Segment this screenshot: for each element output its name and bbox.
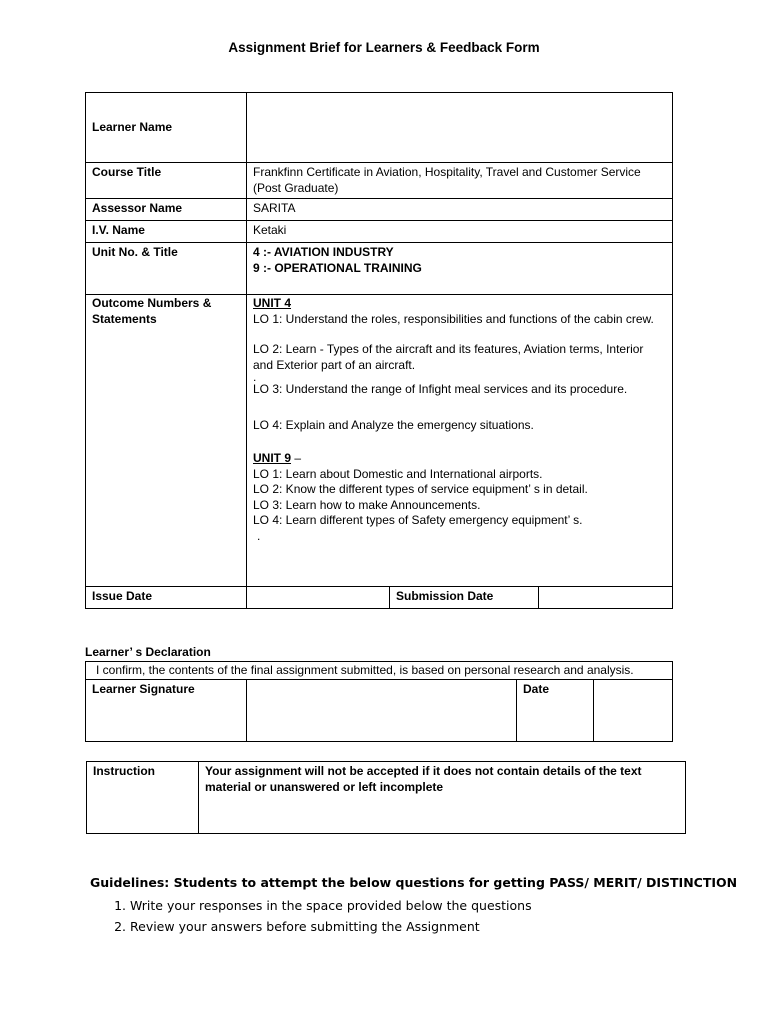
learner-name-label: Learner Name	[86, 93, 247, 163]
issue-date-label: Issue Date	[86, 587, 247, 609]
guidelines-section	[90, 875, 737, 940]
unit4-lo3: LO 3: Understand the range of Infight meal services and its procedure.	[253, 382, 628, 396]
assessor-name-value: SARITA	[247, 199, 673, 221]
unit9-suffix: –	[291, 451, 302, 465]
unit9-lo1: LO 1: Learn about Domestic and International airports.	[253, 466, 543, 481]
declaration-date-label: Date	[517, 680, 594, 742]
unit9-dot: .	[257, 528, 261, 543]
learner-signature-field[interactable]	[247, 680, 517, 742]
unit4-heading: UNIT 4	[253, 296, 292, 310]
instruction-table	[86, 761, 686, 834]
issue-date-value[interactable]	[247, 587, 390, 609]
guideline-item: 2. Review your answers before submitting the Assignment	[130, 919, 737, 934]
unit-titles	[247, 243, 673, 295]
iv-name-label: I.V. Name	[86, 221, 247, 243]
unit4-dot: .	[253, 370, 257, 384]
declaration-table	[85, 661, 673, 742]
assignment-brief-table	[85, 92, 673, 609]
declaration-date-field[interactable]	[594, 680, 673, 742]
unit9-lo3: LO 3: Learn how to make Announcements.	[253, 497, 481, 512]
course-title-value: Frankfinn Certificate in Aviation, Hospitality, Travel and Customer Service (Post Graduate)	[247, 163, 673, 199]
unit-line-4: 4 :- AVIATION INDUSTRY	[253, 245, 394, 259]
unit9-heading-line	[253, 451, 666, 467]
document-title: Assignment Brief for Learners & Feedback Form	[228, 40, 540, 55]
unit9-lo2: LO 2: Know the different types of service equipment’ s in detail.	[253, 482, 588, 496]
declaration-statement: I confirm, the contents of the final assignment submitted, is based on personal research and analysis.	[86, 662, 673, 680]
submission-date-label: Submission Date	[390, 587, 539, 609]
learner-signature-label: Learner Signature	[86, 680, 247, 742]
unit4-lo4: LO 4: Explain and Analyze the emergency situations.	[253, 417, 534, 432]
unit4-lo2: LO 2: Learn - Types of the aircraft and its features, Aviation terms, Interior and Exterior part of an aircraft.	[253, 342, 644, 372]
guideline-item: 1. Write your responses in the space provided below the questions	[130, 898, 737, 913]
declaration-title: Learner’ s Declaration	[85, 645, 211, 659]
submission-date-value[interactable]	[539, 587, 673, 609]
instruction-label: Instruction	[87, 762, 199, 834]
instruction-text: Your assignment will not be accepted if it does not contain details of the text material or unanswered or left incomplete	[199, 762, 686, 834]
course-title-label: Course Title	[86, 163, 247, 199]
assessor-name-label: Assessor Name	[86, 199, 247, 221]
unit-line-9: 9 :- OPERATIONAL TRAINING	[253, 260, 422, 275]
guidelines-heading: Guidelines: Students to attempt the below questions for getting PASS/ MERIT/ DISTINCTION	[90, 875, 738, 890]
unit4-lo1: LO 1: Understand the roles, responsibilities and functions of the cabin crew.	[253, 311, 654, 326]
iv-name-value: Ketaki	[247, 221, 673, 243]
unit9-heading: UNIT 9	[253, 451, 292, 465]
outcome-label: Outcome Numbers & Statements	[86, 295, 247, 587]
learner-name-value[interactable]	[247, 93, 673, 163]
outcome-statements	[247, 295, 673, 587]
guidelines-list	[90, 898, 737, 934]
unit9-lo4: LO 4: Learn different types of Safety emergency equipment’ s.	[253, 513, 583, 527]
unit-label: Unit No. & Title	[86, 243, 247, 295]
